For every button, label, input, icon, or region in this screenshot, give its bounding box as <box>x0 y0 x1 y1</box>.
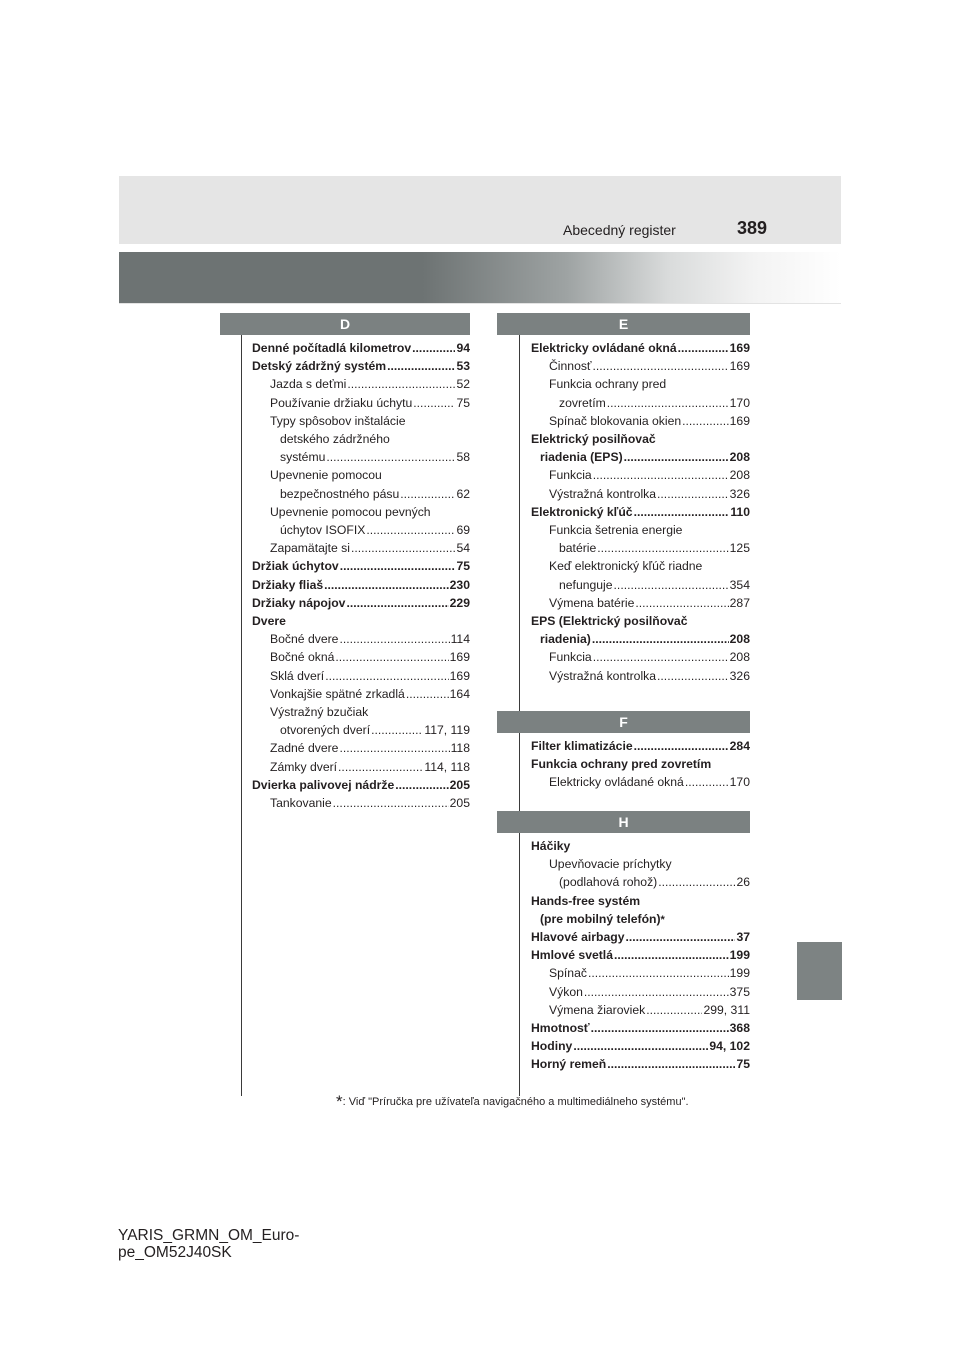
index-entry <box>252 448 470 466</box>
index-entry-term: Vonkajšie spätné zrkadlá <box>270 686 405 701</box>
index-entry-term: Elektricky ovládané okná <box>531 341 677 355</box>
document-id-line-2: pe_OM52J40SK <box>118 1244 232 1261</box>
index-entry-term: otvorených dverí <box>280 723 371 738</box>
index-entry-page: 62 <box>456 486 470 501</box>
index-entry <box>531 667 750 685</box>
dot-leader <box>340 557 456 575</box>
index-entry-term: Zámky dverí <box>270 759 338 774</box>
dot-leader <box>593 357 729 375</box>
index-entry-term: Zadné dvere <box>270 741 339 756</box>
dot-leader <box>614 576 729 594</box>
index-entry <box>531 855 750 873</box>
index-entry-term: Funkcia ochrany pred <box>549 377 667 392</box>
index-entry-term: Bočné dvere <box>270 632 339 647</box>
index-entry-term: zovretím <box>559 395 606 410</box>
section-header-d: D <box>220 313 470 335</box>
chapter-thumb-tab <box>797 942 842 1000</box>
index-entry <box>531 1001 750 1019</box>
index-entry-term: Držiaky fliaš <box>252 577 324 592</box>
page-number: 389 <box>737 218 768 238</box>
index-entry-term: Upevnenie pomocou <box>270 468 382 483</box>
index-entry-term: nefunguje <box>559 577 613 592</box>
index-entry <box>252 339 470 357</box>
index-entry-term: (podlahová rohož) <box>559 875 658 890</box>
index-entry <box>531 964 750 982</box>
index-entry-term: Činnosť <box>549 359 592 374</box>
dot-leader <box>682 412 729 430</box>
dot-leader <box>593 466 729 484</box>
index-entry-term: Dvere <box>252 614 286 629</box>
index-entry-term: Funkcia <box>549 650 592 665</box>
index-entry-page: 169 <box>449 668 470 683</box>
index-entry-term: EPS (Elektrický posilňovač <box>531 614 688 629</box>
index-entry-term: Elektrický posilňovač <box>531 432 656 447</box>
index-entry-term: Držiaky nápojov <box>252 595 346 610</box>
index-entry-page: 199 <box>729 966 750 981</box>
section-header-e: E <box>497 313 750 335</box>
dot-leader <box>635 594 728 612</box>
index-entry-page: 75 <box>456 559 470 574</box>
index-entry <box>531 755 750 773</box>
index-entry <box>531 648 750 666</box>
index-entry-term: Keď elektronický kľúč riadne <box>549 559 703 574</box>
index-entry-page: 94 <box>456 341 470 355</box>
divider <box>119 303 841 304</box>
index-entry-page: 169 <box>449 650 470 665</box>
header-band <box>119 176 841 244</box>
index-entry-page: 114, 118 <box>424 759 470 774</box>
index-entry <box>531 503 750 521</box>
index-entry <box>252 521 470 539</box>
index-entry-term: Háčiky <box>531 839 571 853</box>
dot-leader <box>395 776 448 794</box>
dot-leader <box>573 1037 708 1055</box>
index-entry-page: 208 <box>729 468 750 483</box>
dot-leader <box>325 667 448 685</box>
index-entry-page: 114 <box>450 632 470 647</box>
index-entry-page: 53 <box>456 359 470 374</box>
index-entry-page: 117, 119 <box>424 723 470 738</box>
index-entry <box>252 794 470 812</box>
index-entry-term: Hmlové svetlá <box>531 948 613 963</box>
index-entry <box>531 892 750 910</box>
index-entry <box>252 503 470 521</box>
index-entry <box>252 394 470 412</box>
dot-leader <box>333 794 449 812</box>
index-entry <box>252 758 470 776</box>
index-entry-term: Tankovanie <box>270 796 332 811</box>
footnote-text: : Viď "Príručka pre užívateľa navigačného a multimediálneho systému". <box>342 1096 689 1108</box>
index-entry <box>252 612 470 630</box>
dot-leader <box>607 394 729 412</box>
index-entry <box>252 630 470 648</box>
running-header-title: Abecedný register <box>563 222 676 238</box>
index-entry <box>252 430 470 448</box>
section-header-f: F <box>497 711 750 733</box>
document-id-line-1: YARIS_GRMN_OM_Euro- <box>118 1227 300 1244</box>
index-entry <box>252 412 470 430</box>
index-entry <box>531 448 750 466</box>
index-entry <box>531 946 750 964</box>
index-list-d <box>252 339 470 812</box>
index-entry-page: 199 <box>729 948 750 963</box>
index-entry <box>531 412 750 430</box>
document-id <box>118 1227 299 1261</box>
index-entry <box>252 375 470 393</box>
dot-leader <box>412 339 455 357</box>
index-entry-page: 170 <box>729 775 750 790</box>
dot-leader <box>625 928 735 946</box>
index-entry <box>531 873 750 891</box>
index-entry <box>252 357 470 375</box>
dot-leader <box>646 1001 702 1019</box>
index-entry-page: 170 <box>729 395 750 410</box>
index-entry-term: Hands-free systém <box>531 893 641 908</box>
index-entry <box>531 1037 750 1055</box>
index-list-f <box>531 737 750 792</box>
index-entry-page: 326 <box>729 486 750 501</box>
index-entry-term: Elektricky ovládané okná <box>549 775 684 790</box>
index-entry-term: bezpečnostného pásu <box>280 486 400 501</box>
index-entry <box>531 466 750 484</box>
index-entry <box>252 703 470 721</box>
index-entry-term: Upevnenie pomocou pevných <box>270 504 431 519</box>
index-entry-term: Filter klimatizácie <box>531 739 633 753</box>
index-entry-page: 118 <box>450 741 470 756</box>
index-entry <box>531 630 750 648</box>
index-entry <box>531 375 750 393</box>
index-entry <box>531 928 750 946</box>
index-entry-page: 75 <box>736 1057 750 1072</box>
index-entry <box>252 667 470 685</box>
dot-leader <box>584 983 729 1001</box>
dot-leader <box>387 357 455 375</box>
index-entry-page: 125 <box>729 541 750 556</box>
index-entry <box>252 685 470 703</box>
index-entry-page: 110 <box>730 504 750 519</box>
index-entry-page: 75 <box>456 395 470 410</box>
index-entry-term: Funkcia ochrany pred zovretím <box>531 757 712 772</box>
dot-leader <box>614 946 729 964</box>
index-entry-page: 58 <box>456 450 470 465</box>
index-entry-page: 94, 102 <box>709 1039 750 1054</box>
dot-leader <box>339 739 449 757</box>
index-entry-page: 169 <box>729 359 750 374</box>
index-entry-term: Sklá dverí <box>270 668 325 683</box>
index-entry-term: (pre mobilný telefón) <box>540 911 661 926</box>
dot-leader <box>326 448 455 466</box>
index-entry <box>531 339 750 357</box>
index-entry-page: 208 <box>729 632 750 647</box>
footnote <box>336 1092 689 1112</box>
dot-leader <box>634 503 730 521</box>
index-entry <box>531 1055 750 1073</box>
index-entry-term: Hmotnosť <box>531 1021 590 1036</box>
index-entry-term: Funkcia šetrenia energie <box>549 523 683 538</box>
index-entry-term: Spínač <box>549 966 587 981</box>
index-entry-term: Detský zádržný systém <box>252 359 387 374</box>
dot-leader <box>685 773 729 791</box>
index-entry-page: 169 <box>729 413 750 428</box>
index-entry-page: 205 <box>449 777 470 792</box>
index-entry-term: Výmena žiaroviek <box>549 1002 646 1017</box>
index-entry <box>252 466 470 484</box>
section-header-h: H <box>497 811 750 833</box>
dot-leader <box>657 667 729 685</box>
dot-leader <box>678 339 729 357</box>
dot-leader <box>335 648 448 666</box>
dot-leader <box>339 630 449 648</box>
index-entry-term: Dvierka palivovej nádrže <box>252 777 395 792</box>
index-entry-term: Funkcia <box>549 468 592 483</box>
index-entry <box>531 773 750 791</box>
index-entry <box>531 576 750 594</box>
dot-leader <box>591 1019 729 1037</box>
index-entry-page: 299, 311 <box>703 1002 750 1017</box>
index-entry <box>252 739 470 757</box>
index-entry-page: 230 <box>449 577 470 592</box>
dot-leader <box>624 448 729 466</box>
dot-leader <box>634 737 729 755</box>
dot-leader <box>658 873 735 891</box>
dot-leader <box>413 394 455 412</box>
index-entry <box>531 837 750 855</box>
index-entry <box>252 594 470 612</box>
index-entry-term: Elektronický kľúč <box>531 504 633 519</box>
index-entry <box>531 983 750 1001</box>
index-entry-term: Horný remeň <box>531 1057 607 1072</box>
index-entry-term: systému <box>280 450 326 465</box>
index-entry-page: 69 <box>456 523 470 538</box>
index-entry-page: 164 <box>449 686 470 701</box>
index-entry <box>531 1019 750 1037</box>
index-entry-page: 169 <box>729 341 750 355</box>
index-entry-page: 52 <box>456 377 470 392</box>
index-entry <box>252 539 470 557</box>
dot-leader <box>592 630 729 648</box>
index-entry <box>531 521 750 539</box>
index-entry-term: Používanie držiaku úchytu <box>270 395 413 410</box>
index-entry <box>252 576 470 594</box>
dot-leader <box>400 485 455 503</box>
index-entry-term: Výstražná kontrolka <box>549 668 657 683</box>
index-entry-page: 54 <box>456 541 470 556</box>
index-entry <box>531 357 750 375</box>
index-list-h <box>531 837 750 1074</box>
index-entry <box>252 648 470 666</box>
dot-leader <box>371 721 423 739</box>
index-entry-page: 208 <box>729 450 750 465</box>
dot-leader <box>347 375 455 393</box>
index-entry <box>252 557 470 575</box>
index-entry-term: Jazda s deťmi <box>270 377 347 392</box>
index-entry-term: Denné počítadlá kilometrov <box>252 341 412 355</box>
index-entry-term: Výmena batérie <box>549 595 635 610</box>
index-entry-term: Spínač blokovania okien <box>549 413 682 428</box>
index-entry-term: Upevňovacie príchytky <box>549 857 672 872</box>
dot-leader <box>346 594 448 612</box>
index-entry-term: detského zádržného <box>280 432 390 447</box>
index-entry-page: 284 <box>729 739 750 753</box>
index-entry <box>531 557 750 575</box>
dot-leader <box>324 576 449 594</box>
index-entry <box>252 721 470 739</box>
dot-leader <box>366 521 455 539</box>
dot-leader <box>351 539 456 557</box>
index-entry <box>531 394 750 412</box>
index-entry-page: 326 <box>729 668 750 683</box>
dot-leader <box>657 485 729 503</box>
index-entry-page: 368 <box>729 1021 750 1036</box>
index-entry-term: Bočné okná <box>270 650 335 665</box>
column-rule-left <box>241 335 242 1096</box>
index-entry <box>252 485 470 503</box>
index-entry-page: 205 <box>449 796 470 811</box>
dot-leader <box>588 964 729 982</box>
index-entry-term: Zapamätajte si <box>270 541 350 556</box>
index-entry: (pre mobilný telefón) * <box>531 910 750 928</box>
index-list-e <box>531 339 750 685</box>
index-entry-term: Typy spôsobov inštalácie <box>270 413 406 428</box>
dot-leader <box>607 1055 735 1073</box>
index-entry-page: 229 <box>449 595 470 610</box>
index-entry-page: 26 <box>736 875 750 890</box>
index-entry <box>531 737 750 755</box>
index-entry <box>531 539 750 557</box>
index-entry-term: riadenia (EPS) <box>540 450 623 465</box>
index-entry-page: 287 <box>729 595 750 610</box>
index-entry-term: Hlavové airbagy <box>531 930 625 945</box>
index-entry-page: 354 <box>729 577 750 592</box>
index-entry-term: Výkon <box>549 984 583 999</box>
decorative-gradient-band <box>119 252 841 304</box>
index-entry <box>252 776 470 794</box>
dot-leader <box>597 539 728 557</box>
index-entry-term: batérie <box>559 541 597 556</box>
index-entry-page: 375 <box>729 984 750 999</box>
index-entry-term: riadenia) <box>540 632 591 647</box>
dot-leader <box>338 758 423 776</box>
index-entry-term: úchytov ISOFIX <box>280 523 366 538</box>
index-entry-term: Výstražný bzučiak <box>270 705 369 720</box>
index-entry <box>531 594 750 612</box>
footnote-mark: * <box>336 1092 343 1111</box>
index-entry-page: 208 <box>729 650 750 665</box>
dot-leader <box>406 685 449 703</box>
index-entry <box>531 485 750 503</box>
index-entry-term: Výstražná kontrolka <box>549 486 657 501</box>
index-entry-term: Hodiny <box>531 1039 573 1054</box>
index-entry-page: 37 <box>736 930 750 945</box>
index-entry <box>531 430 750 448</box>
index-entry-term: Držiak úchytov <box>252 559 339 574</box>
dot-leader <box>593 648 729 666</box>
index-entry <box>531 612 750 630</box>
